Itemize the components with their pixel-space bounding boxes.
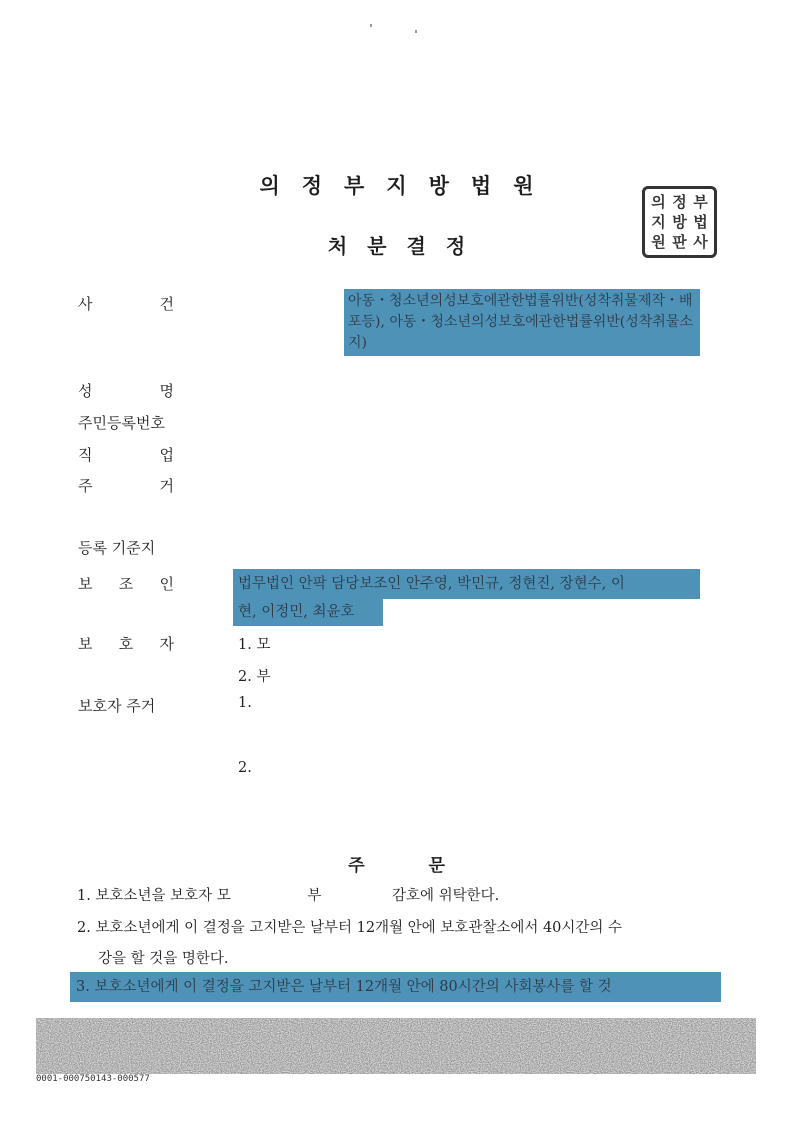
label-char: 사 — [78, 295, 93, 313]
residence-label — [78, 475, 174, 496]
scan-speck — [370, 24, 372, 27]
guardian-residence-item: 2. — [238, 760, 252, 776]
guardian-label — [78, 633, 174, 654]
assistant-label — [78, 573, 174, 594]
name-label — [78, 380, 174, 401]
seal-char: 법 — [693, 213, 708, 231]
order-item-3-highlight: 3. 보호소년에게 이 결정을 고지받은 날부터 12개월 안에 80시간의 사회봉사를 할 것 — [70, 972, 721, 1002]
label-char: 조 — [118, 575, 134, 593]
label-char: 거 — [159, 477, 174, 495]
label-char: 주 — [78, 477, 93, 495]
guardian-residence-label — [78, 695, 174, 716]
order-heading: 주 문 — [348, 856, 445, 876]
order-item-2-line2: 강을 할 것을 명한다. — [98, 951, 229, 967]
label-char: 업 — [159, 446, 174, 464]
label-char: 보 — [78, 575, 93, 593]
label-char: 건 — [159, 295, 174, 313]
order-item-2-line1: 2. 보호소년에게 이 결정을 고지받은 날부터 12개월 안에 보호관찰소에서 40시간의 수 — [77, 920, 623, 936]
label-char: 자 — [159, 635, 174, 653]
order-item-1-suffix: 감호에 위탁한다. — [391, 888, 500, 904]
court-seal-stamp — [642, 186, 717, 258]
document-title: 처분결정 — [327, 234, 486, 258]
guardian-residence-item: 1. — [238, 695, 252, 711]
label-char: 성 — [78, 382, 93, 400]
guardian-item: 2. 부 — [238, 669, 271, 685]
order-item-1-middle: 부 — [307, 888, 322, 904]
seal-char: 정 — [672, 193, 687, 211]
seal-char: 사 — [693, 233, 708, 251]
registry-label — [78, 537, 174, 558]
registry-label-text: 등록 기준지 — [78, 539, 156, 557]
label-char: 인 — [159, 575, 174, 593]
seal-char: 의 — [651, 193, 666, 211]
guardian-residence-label-text: 보호자 주거 — [78, 697, 156, 715]
label-char: 명 — [159, 382, 174, 400]
order-item-1 — [77, 884, 499, 905]
guardian-item: 1. 모 — [238, 637, 271, 653]
court-name: 의정부지방법원 — [259, 174, 556, 198]
resident-number-label-text: 주민등록번호 — [78, 414, 165, 432]
seal-char: 방 — [672, 213, 687, 231]
case-value-redaction-highlight: 아동・청소년의성보호에관한법률위반(성착취물제작・배포등), 아동・청소년의성보호에관한법률위반(성착취물소지) — [344, 289, 700, 356]
label-char: 보 — [78, 635, 93, 653]
seal-char: 부 — [693, 193, 708, 211]
assistant-value-line2: 현, 이정민, 최윤호 — [233, 599, 383, 626]
seal-char: 지 — [651, 213, 666, 231]
label-char: 직 — [78, 446, 93, 464]
label-char: 호 — [118, 635, 134, 653]
order-item-1-prefix: 1. 보호소년을 보호자 모 — [77, 888, 231, 904]
seal-char: 원 — [651, 233, 666, 251]
scan-speck — [415, 30, 417, 33]
resident-number-label — [78, 412, 174, 433]
assistant-value-line1: 법무법인 안팍 담당보조인 안주영, 박민규, 정현진, 장현수, 이 — [233, 569, 700, 599]
occupation-label — [78, 444, 174, 465]
scan-noise-band — [36, 1018, 756, 1074]
seal-char: 판 — [672, 233, 687, 251]
case-label — [78, 293, 174, 314]
barcode-text: 0001-000750143-000577 — [36, 1074, 150, 1082]
